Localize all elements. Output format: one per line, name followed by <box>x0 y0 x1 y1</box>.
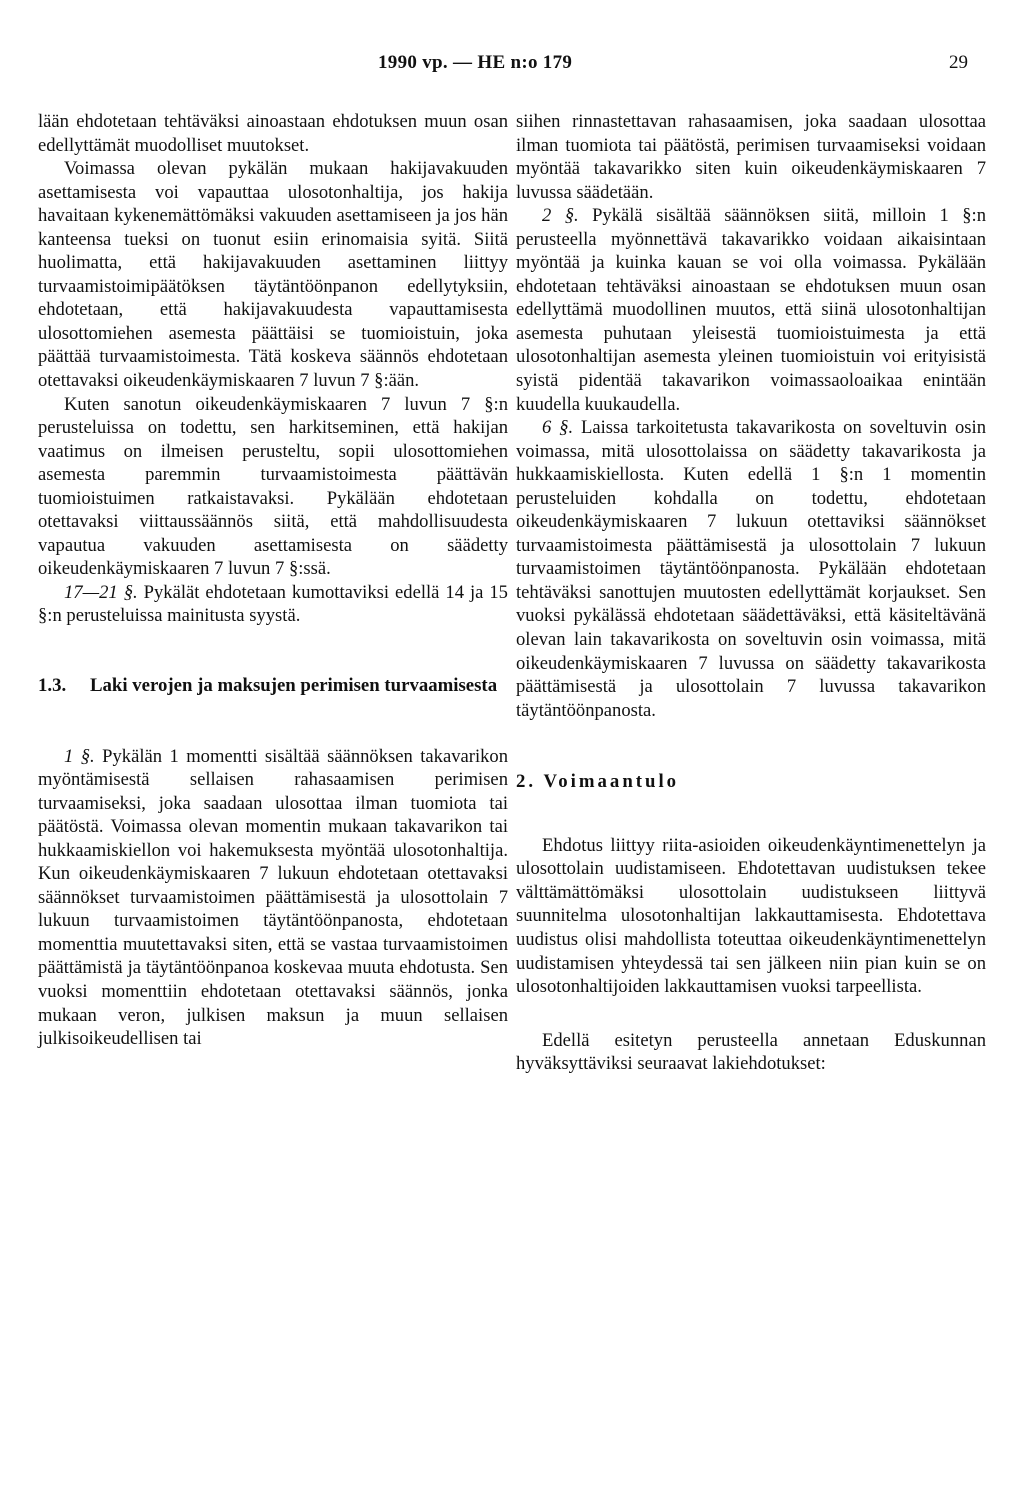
paragraph-text: Pykälät ehdotetaan kumottaviksi edellä 14 ja 15 §:n perusteluissa mainitusta syystä. <box>38 581 508 627</box>
paragraph: Voimassa olevan pykälän mukaan hakijavakuuden asettamisesta voi vapauttaa ulosotonhaltija, jos hakija havaitaan kykenemättömäksi vakuuden asettamiseen ja jos hän kanteensa tueksi on tuonut esiin erinomaisia syitä. Siitä huolimatta, että hakijavakuuden asettaminen liittyy turvaamistoimipäätöksen täytäntöönpanon edellytyksiin, ehdotetaan, että hakijavakuudesta vapauttamisesta ulosottomiehen asemesta päättäisi se tuomioistuin, joka päättää turvaamistoimesta. Tätä koskeva säännös ehdotetaan otettavaksi oikeudenkäymiskaaren 7 luvun 7 §:ään. <box>38 158 508 392</box>
left-column <box>38 110 508 1051</box>
section-reference: 1 §. <box>64 745 95 767</box>
paragraph: Edellä esitetyn perusteella annetaan Eduskunnan hyväksyttäviksi seuraavat lakiehdotukset: <box>516 1029 986 1075</box>
right-column <box>516 110 986 1076</box>
running-head: 1990 vp. — HE n:o 179 <box>378 52 573 73</box>
section-heading: 2. Voimaantulo <box>516 771 680 793</box>
section-reference: 17—21 §. <box>64 581 138 603</box>
paragraph <box>516 204 986 416</box>
paragraph-text: Pykälän 1 momentti sisältää säännöksen takavarikon myöntämisestä sellaisen rahasaamisen perimisen turvaamiseksi, joka saadaan ulosottaa ilman tuomiota tai päätöstä. Voimassa olevan momentin mukaan takavarikon tai hukkaamiskiellon voi hakemuksesta myöntää ulosotonhaltija. Kun oikeudenkäymiskaaren 7 lukuun ehdotetaan otettavaksi säännökset turvaamistoimen päättämisestä ja ulosottolain 7 lukuun turvaamistoimen täytäntöönpanosta, ehdotetaan momenttia muutettavaksi siten, että se vastaa turvaamistoimen päättämistä ja täytäntöönpanoa koskevaa muuta ehdotusta. Sen vuoksi momenttiin ehdotetaan otettavaksi säännös, jonka mukaan veron, julkisen maksun ja muun sellaisen julkisoikeudellisen tai <box>38 745 509 1050</box>
paragraph <box>516 416 986 722</box>
paragraph: Ehdotus liittyy riita-asioiden oikeudenkäyntimenettelyn ja ulosottolain uudistamiseen. Ehdotettavan uudistuksen tekee välttämättömäksi ulosottolain uudistukseen liittyvä suunnitelma ulosotonhaltijan lakkauttamisesta. Ehdotettava uudistus olisi mahdollista toteuttaa oikeudenkäyntimenettelyn uudistamisen yhteydessä tai sen jälkeen niin pian kuin se on ulosotonhaltijoiden lakkauttamisen vuoksi tarpeellista. <box>516 834 986 998</box>
section-heading-title: Laki verojen ja maksujen perimisen turvaamisesta <box>90 675 498 697</box>
page-number: 29 <box>949 52 968 73</box>
paragraph-text: Laissa tarkoitetusta takavarikosta on soveltuvin osin voimassa, mitä ulosottolaissa on säädetty takavarikosta ja hukkaamiskiellosta. Kuten edellä 1 §:n 1 momentin perusteluiden kohdalla on todettu, ehdotetaan oikeudenkäymiskaaren 7 lukuun otettaviksi säännökset turvaamistoimesta päättämisestä ja ulosottolain 7 lukuun turvaamistoimen täytäntöönpanosta. Pykälään ehdotetaan tehtäväksi sanottujen muutosten edellyttämät korjaukset. Sen vuoksi pykälässä ehdotetaan säädettäväksi, että käsiteltävänä olevan lain takavarikosta on soveltuvin osin voimassa, mitä oikeudenkäymiskaaren 7 luvussa on säädetty takavarikosta päättämisestä ja ulosottolain 7 luvussa takavarikon täytäntöönpanosta. <box>516 417 986 721</box>
paragraph: Kuten sanotun oikeudenkäymiskaaren 7 luvun 7 §:n perusteluissa on todettu, sen harkitseminen, että hakijan vaatimus on ilmeisen perusteltu, sopii ulosottomiehen asemesta paremmin turvaamistoimesta päättävän tuomioistuimen ratkaistavaksi. Pykälään ehdotetaan otettavaksi viittaussäännös siitä, että mahdollisuudesta vapautua vakuuden asettamisesta on säädetty oikeudenkäymiskaaren 7 luvun 7 §:ssä. <box>38 393 508 580</box>
section-heading <box>38 674 508 698</box>
page-header <box>0 52 1024 82</box>
paragraph <box>38 745 508 1051</box>
paragraph: lään ehdotetaan tehtäväksi ainoastaan ehdotuksen muun osan edellyttämät muodolliset muutokset. <box>38 111 508 156</box>
paragraph-text: Pykälä sisältää säännöksen siitä, milloin 1 §:n perusteella myönnettävä takavarikko voidaan aikaisintaan myöntää ja kuinka kauan se voi olla voimassa. Pykälään ehdotetaan tehtäväksi ainoastaan se ehdotuksen muun osan edellyttämä muodollinen muutos, että siinä ulosotonhaltijan asemesta puhutaan yleisestä tuomioistuimesta ja että ulosotonhaltijan asemesta yleinen tuomioistuin voi erityisistä syistä pidentää takavarikon voimassaoloaikaa enintään kuudella kuukaudella. <box>516 205 986 415</box>
section-reference: 6 §. <box>542 417 574 439</box>
section-reference: 2 §. <box>542 205 579 227</box>
paragraph: siihen rinnastettavan rahasaamisen, joka saadaan ulosottaa ilman tuomiota tai päätöstä, perimisen turvaamiseksi voidaan myöntää takavarikko siten kuin oikeudenkäymiskaaren 7 luvussa säädetään. <box>516 111 986 203</box>
paragraph <box>38 581 508 628</box>
section-heading-number: 1.3. <box>38 675 67 697</box>
